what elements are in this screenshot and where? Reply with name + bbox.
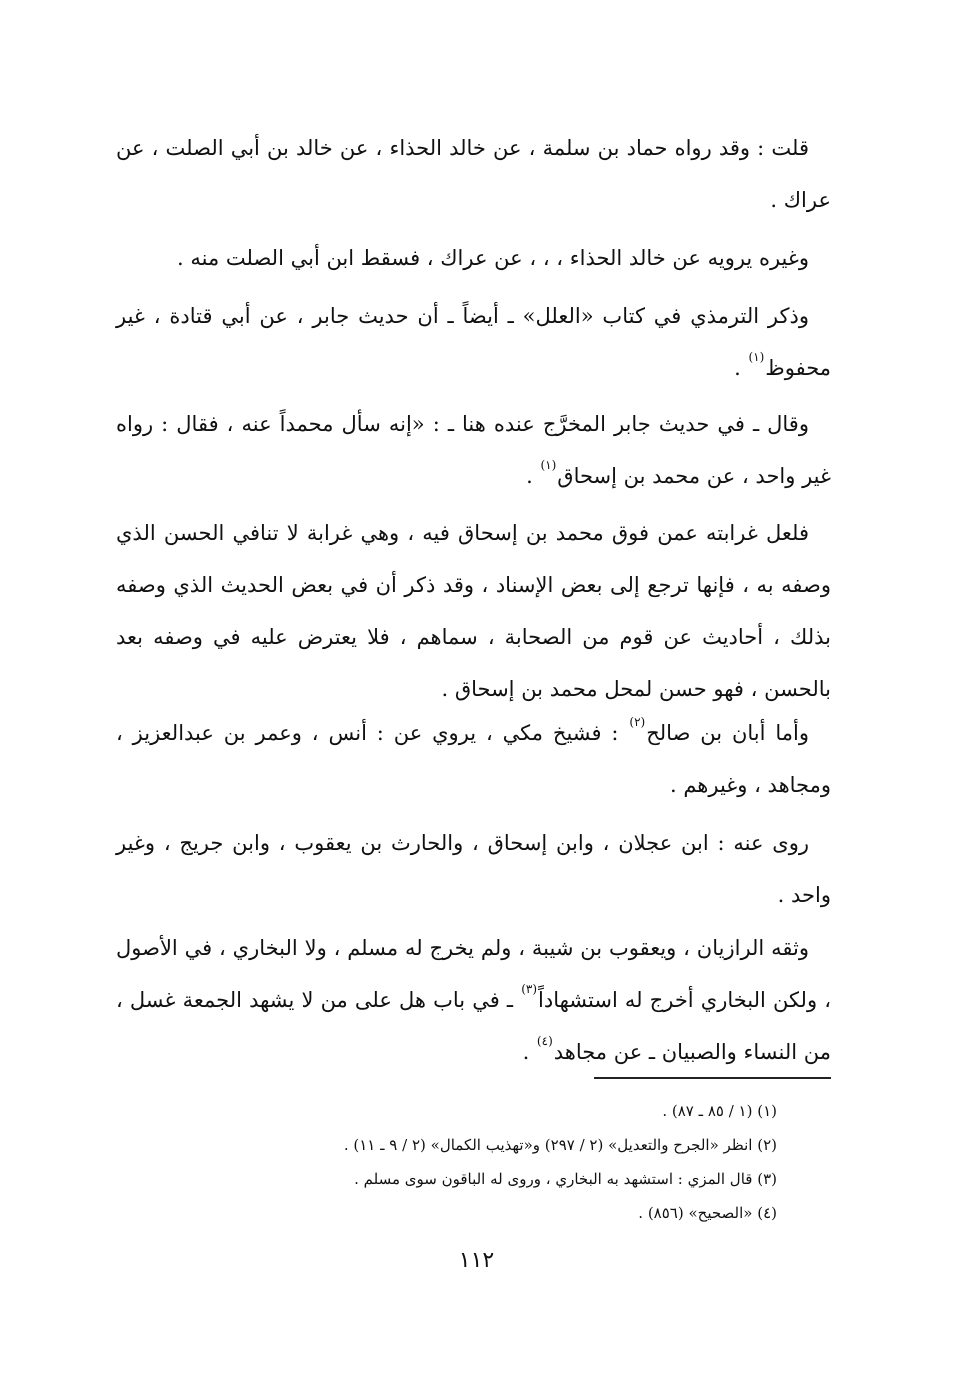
paragraph-7 bbox=[116, 817, 831, 921]
paragraph-4 bbox=[116, 398, 831, 502]
footnote-ref-1: (١) bbox=[748, 350, 765, 364]
paragraph-8-text-before: وثقه الرازيان ، ويعقوب بن شيبة ، ولم يخرج له مسلم ، ولا البخاري ، في الأصول ، ولكن البخاري أخرج له استشهاداً bbox=[116, 936, 831, 1012]
paragraph-4-text: وقال ـ في حديث جابر المخرَّج عنده هنا ـ : «إنه سأل محمداً عنه ، فقال : رواه غير واحد ، عن محمد بن إسحاق bbox=[116, 412, 831, 488]
footnote-separator bbox=[594, 1077, 831, 1079]
footnote-1: (١) (١ / ٨٥ ـ ٨٧) . bbox=[662, 1102, 777, 1120]
paragraph-6-text-after: : فشيخ مكي ، يروي عن : أنس ، وعمر بن عبدالعزيز ، ومجاهد ، وغيرهم . bbox=[116, 721, 831, 797]
paragraph-1-text: قلت : وقد رواه حماد بن سلمة ، عن خالد الحذاء ، عن خالد بن أبي الصلت ، عن عراك . bbox=[116, 136, 831, 212]
footnote-3: (٣) قال المزي : استشهد به البخاري ، وروى له الباقون سوى مسلم . bbox=[354, 1170, 777, 1188]
paragraph-3 bbox=[116, 290, 831, 394]
paragraph-4-tail: . bbox=[526, 464, 540, 488]
paragraph-2 bbox=[116, 232, 831, 284]
footnote-4: (٤) «الصحيح» (٨٥٦) . bbox=[638, 1204, 777, 1222]
paragraph-6 bbox=[116, 707, 831, 811]
footnote-ref-4: (٤) bbox=[536, 1034, 553, 1048]
paragraph-8-text-middle: ـ في باب هل على من لا يشهد الجمعة غسل ، من النساء والصبيان ـ عن مجاهد bbox=[116, 988, 831, 1064]
paragraph-6-text-before: وأما أبان بن صالح bbox=[646, 721, 809, 745]
footnote-ref-1-repeat: (١) bbox=[540, 458, 557, 472]
paragraph-1 bbox=[116, 122, 831, 226]
footnote-ref-3: (٣) bbox=[521, 982, 538, 996]
page-number: ١١٢ bbox=[458, 1248, 495, 1273]
paragraph-7-text: روى عنه : ابن عجلان ، وابن إسحاق ، والحارث بن يعقوب ، وابن جريج ، وغير واحد . bbox=[116, 831, 831, 907]
footnotes bbox=[117, 1094, 777, 1230]
paragraph-8 bbox=[116, 922, 831, 1078]
paragraph-5 bbox=[116, 507, 831, 715]
paragraph-3-text: وذكر الترمذي في كتاب «العلل» ـ أيضاً ـ أن حديث جابر ، عن أبي قتادة ، غير محفوظ bbox=[116, 304, 831, 380]
paragraph-3-tail: . bbox=[734, 356, 748, 380]
footnote-ref-2: (٢) bbox=[629, 715, 646, 729]
paragraph-8-text-after: . bbox=[522, 1040, 536, 1064]
paragraph-2-text: وغيره يرويه عن خالد الحذاء ، ، ، عن عراك ، فسقط ابن أبي الصلت منه . bbox=[177, 246, 809, 270]
footnote-2: (٢) انظر «الجرح والتعديل» (٢ / ٢٩٧) و«تهذيب الكمال» (٢ / ٩ ـ ١١) . bbox=[343, 1136, 777, 1154]
paragraph-5-text: فلعل غرابته عمن فوق محمد بن إسحاق فيه ، وهي غرابة لا تنافي الحسن الذي وصفه به ، فإنها ترجع إلى بعض الإسناد ، وقد ذكر أن في بعض الحديث الذي وصفه بذلك ، أحاديث عن قوم من الصحابة ، سماهم ، فلا يعترض عليه في وصفه بعد بالحسن ، فهو حسن لمحل محمد بن إسحاق . bbox=[116, 521, 831, 701]
